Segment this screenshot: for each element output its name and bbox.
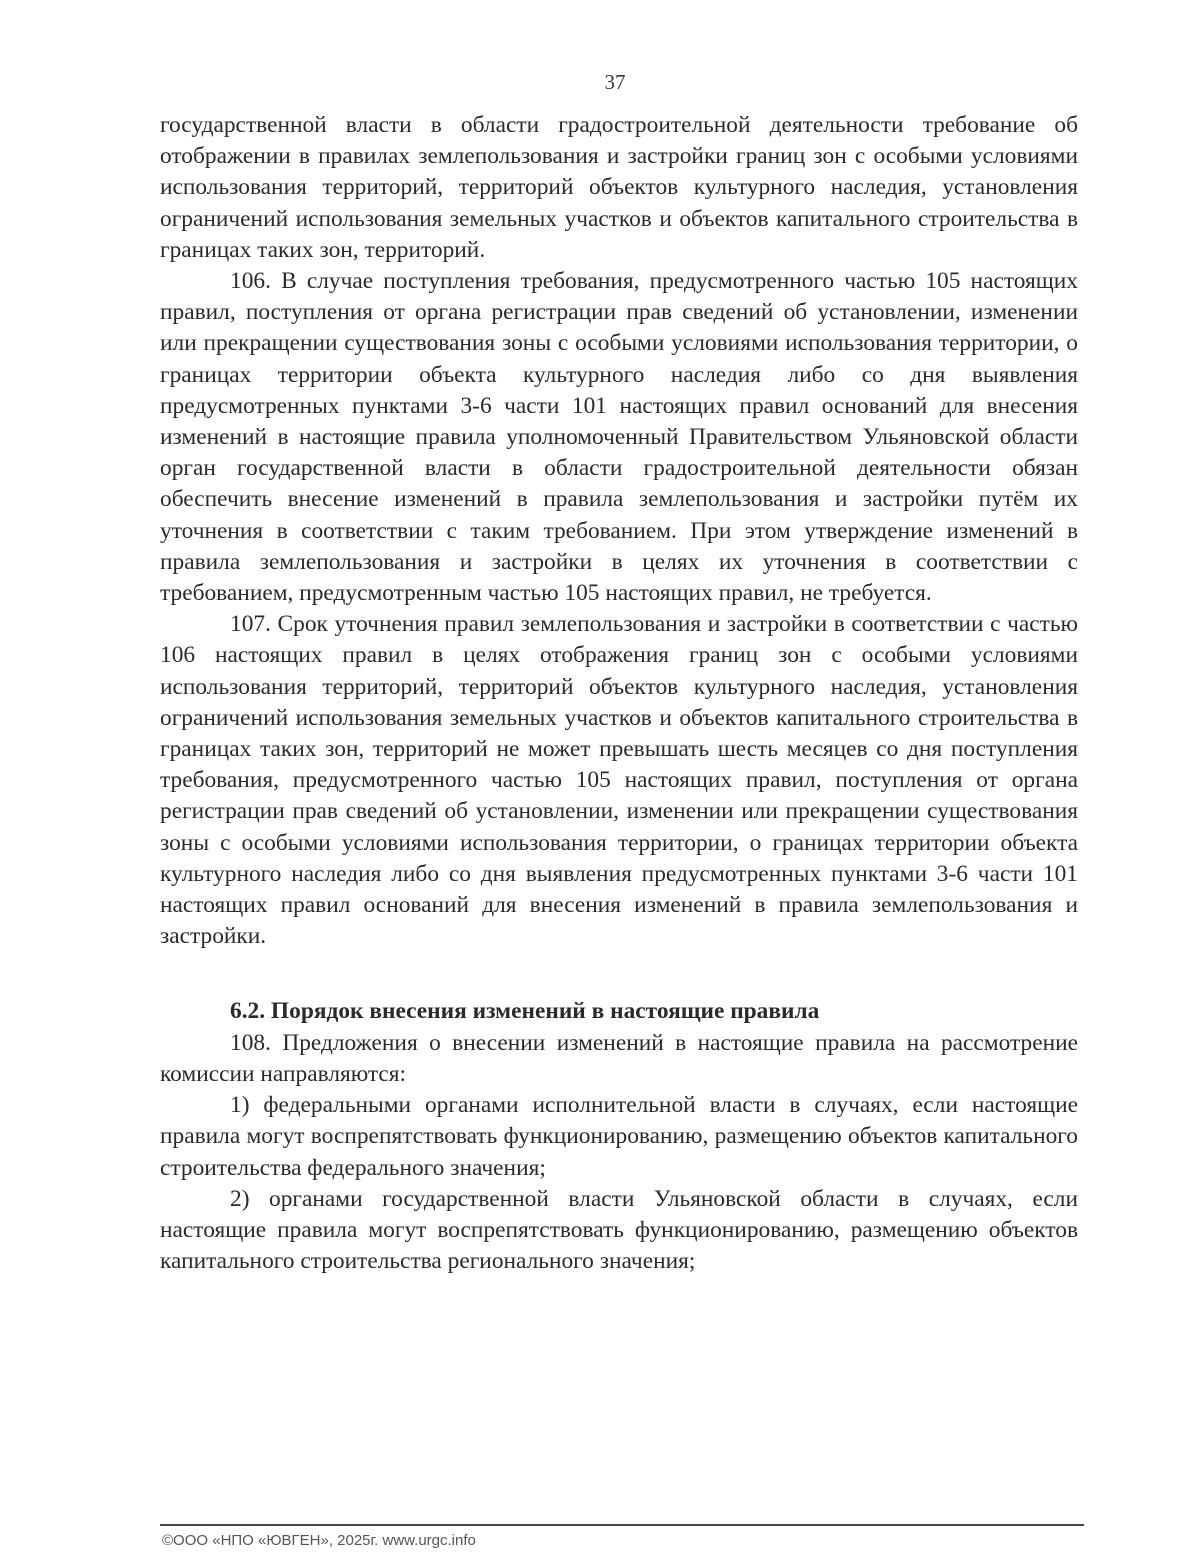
section-heading: 6.2. Порядок внесения изменений в настоящие правила xyxy=(230,998,820,1025)
footer-divider xyxy=(160,1524,1084,1526)
list-item-1: 1) федеральными органами исполнительной власти в случаях, если настоящие правила могут воспрепятствовать функционированию, размещению объектов капитального строительства федерального значения; xyxy=(160,1092,1078,1181)
footer-copyright: ©ООО «НПО «ЮВГЕН», 2025г. www.urgc.info xyxy=(162,1532,476,1549)
paragraph-continuation: государственной власти в области градостроительной деятельности требование об отображении в правилах землепользования и застройки границ зон с особыми условиями использования территорий, территорий объектов культурного наследия, установления ограничений использования земельных участков и объектов капитального строительства в границах таких зон, территорий. xyxy=(160,112,1078,263)
list-item-2: 2) органами государственной власти Ульяновской области в случаях, если настоящие правила могут воспрепятствовать функционированию, размещению объектов капитального строительства регионального значения; xyxy=(160,1185,1078,1275)
paragraph-108: 108. Предложения о внесении изменений в настоящие правила на рассмотрение комиссии направляются: xyxy=(160,1029,1078,1087)
page-body xyxy=(160,110,1078,1277)
paragraph-107: 107. Срок уточнения правил землепользования и застройки в соответствии с частью 106 настоящих правил в целях отображения границ зон с особыми условиями использования территорий, территорий объектов культурного наследия, установления ограничений использования земельных участков и объектов капитального строительства в границах таких зон, территорий не может превышать шесть месяцев со дня поступления требования, предусмотренного частью 105 настоящих правил, поступления от органа регистрации прав сведений об установлении, изменении или прекращении существования зоны с особыми условиями использования территории, о границах территории объекта культурного наследия либо со дня выявления предусмотренных пунктами 3-6 части 101 настоящих правил оснований для внесения изменений в правила землепользования и застройки. xyxy=(160,611,1078,950)
page-number: 37 xyxy=(604,70,626,94)
paragraph-106: 106. В случае поступления требования, предусмотренного частью 105 настоящих правил, поступления от органа регистрации прав сведений об установлении, изменении или прекращении существования зоны с особыми условиями использования территории, о границах территории объекта культурного наследия либо со дня выявления предусмотренных пунктами 3-6 части 101 настоящих правил оснований для внесения изменений в настоящие правила уполномоченный Правительством Ульяновской области орган государственной власти в области градостроительной деятельности обязан обеспечить внесение изменений в правила землепользования и застройки путём их уточнения в соответствии с таким требованием. При этом утверждение изменений в правила землепользования и застройки в целях их уточнения в соответствии с требованием, предусмотренным частью 105 настоящих правил, не требуется. xyxy=(160,268,1078,607)
